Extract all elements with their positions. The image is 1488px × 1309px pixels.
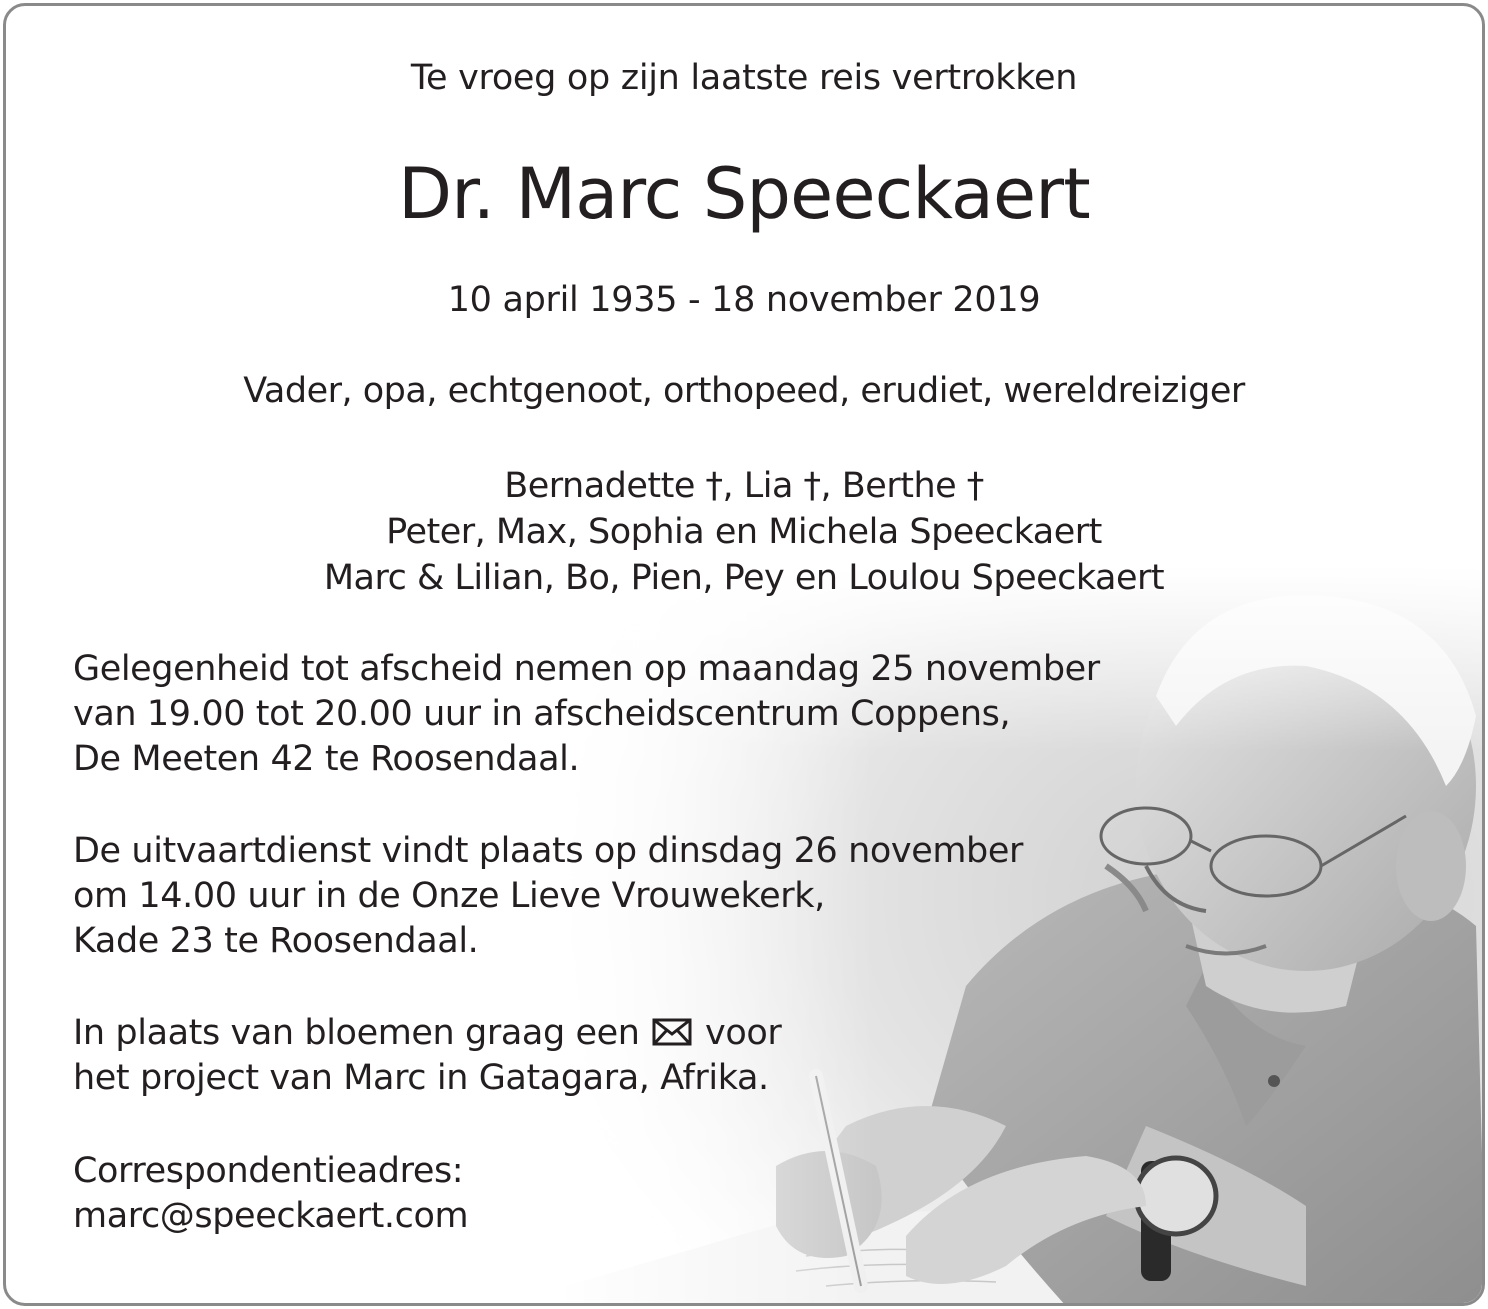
visitation-line: van 19.00 tot 20.00 uur in afscheidscentrum Coppens, bbox=[73, 694, 1011, 734]
donation-line bbox=[73, 1011, 781, 1056]
obituary-card bbox=[3, 3, 1485, 1306]
visitation-line: De Meeten 42 te Roosendaal. bbox=[73, 739, 580, 779]
service-line: Kade 23 te Roosendaal. bbox=[73, 921, 479, 961]
donation-line: het project van Marc in Gatagara, Afrika. bbox=[73, 1058, 769, 1098]
correspondence-email: marc@speeckaert.com bbox=[73, 1196, 469, 1236]
visitation-paragraph bbox=[73, 647, 1100, 782]
service-line: om 14.00 uur in de Onze Lieve Vrouwekerk, bbox=[73, 876, 825, 916]
life-dates: 10 april 1935 - 18 november 2019 bbox=[447, 280, 1041, 320]
correspondence-label: Correspondentieadres: bbox=[73, 1151, 464, 1191]
family-list bbox=[6, 463, 1482, 601]
envelope-icon bbox=[652, 1013, 692, 1058]
service-line: De uitvaartdienst vindt plaats op dinsdag 26 november bbox=[73, 831, 1023, 871]
motto: Te vroeg op zijn laatste reis vertrokken bbox=[410, 58, 1078, 98]
family-line: Peter, Max, Sophia en Michela Speeckaert bbox=[386, 512, 1102, 552]
donation-text-before: In plaats van bloemen graag een bbox=[73, 1013, 640, 1053]
donation-text-after: voor bbox=[705, 1013, 782, 1053]
family-line: Marc & Lilian, Bo, Pien, Pey en Loulou Speeckaert bbox=[323, 558, 1165, 598]
family-line: Bernadette †, Lia †, Berthe † bbox=[504, 466, 984, 506]
service-paragraph bbox=[73, 829, 1023, 964]
donation-paragraph bbox=[73, 1011, 781, 1101]
deceased-name: Dr. Marc Speeckaert bbox=[398, 153, 1090, 235]
correspondence-paragraph bbox=[73, 1149, 468, 1239]
roles-line: Vader, opa, echtgenoot, orthopeed, erudiet, wereldreiziger bbox=[243, 371, 1245, 411]
visitation-line: Gelegenheid tot afscheid nemen op maandag 25 november bbox=[73, 649, 1100, 689]
